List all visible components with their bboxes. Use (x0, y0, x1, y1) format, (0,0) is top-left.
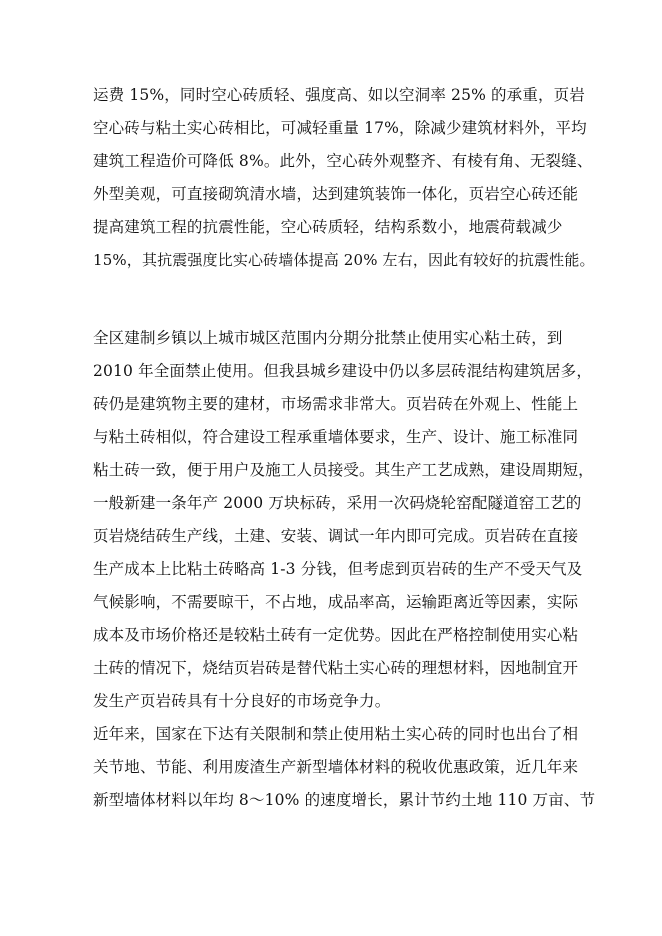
text-line: 关节地、节能、利用废渣生产新型墙体材料的税收优惠政策，近几年来 (93, 758, 579, 776)
text-line: 发生产页岩砖具有十分良好的市场竞争力。 (93, 692, 391, 710)
text-line: 砖仍是建筑物主要的建材，市场需求非常大。页岩砖在外观上、性能上 (93, 395, 579, 413)
text-line: 成本及市场价格还是较粘土砖有一定优势。因此在严格控制使用实心粘 (93, 626, 579, 644)
text-line: 一般新建一条年产 2000 万块标砖，采用一次码烧轮窑配隧道窑工艺的 (93, 494, 582, 512)
text-line: 空心砖与粘土实心砖相比，可减轻重量 17%，除减少建筑材料外，平均 (93, 119, 587, 137)
text-line: 气候影响，不需要晾干，不占地，成品率高，运输距离近等因素，实际 (93, 593, 579, 611)
text-line: 运费 15%，同时空心砖质轻、强度高、如以空洞率 25% 的承重，页岩 (93, 86, 585, 104)
text-line: 新型墙体材料以年均 8～10% 的速度增长，累计节约土地 110 万亩、节 (93, 791, 596, 809)
text-line: 生产成本上比粘土砖略高 1-3 分钱，但考虑到页岩砖的生产不受天气及 (93, 560, 583, 578)
text-line: 2010 年全面禁止使用。但我县城乡建设中仍以多层砖混结构建筑居多， (93, 362, 592, 380)
text-line: 粘土砖一致，便于用户及施工人员接受。其生产工艺成熟，建设周期短， (93, 461, 594, 479)
text-line: 与粘土砖相似，符合建设工程承重墙体要求，生产、设计、施工标准同 (93, 428, 579, 446)
text-line: 15%，其抗震强度比实心砖墙体提高 20% 左右，因此有较好的抗震性能。 (93, 251, 595, 269)
text-line: 提高建筑工程的抗震性能，空心砖质轻，结构系数小，地震荷载减少 (93, 218, 563, 236)
text-line: 建筑工程造价可降低 8%。此外，空心砖外观整齐、有棱有角、无裂缝、 (93, 152, 593, 170)
text-line: 近年来，国家在下达有关限制和禁止使用粘土实心砖的同时也出台了相 (93, 725, 579, 743)
text-line: 全区建制乡镇以上城市城区范围内分期分批禁止使用实心粘土砖，到 (93, 329, 563, 347)
text-line: 页岩烧结砖生产线，土建、安装、调试一年内即可完成。页岩砖在直接 (93, 527, 579, 545)
text-line: 土砖的情况下，烧结页岩砖是替代粘土实心砖的理想材料，因地制宜开 (93, 659, 579, 677)
text-line: 外型美观，可直接砌筑清水墙，达到建筑装饰一体化，页岩空心砖还能 (93, 185, 579, 203)
